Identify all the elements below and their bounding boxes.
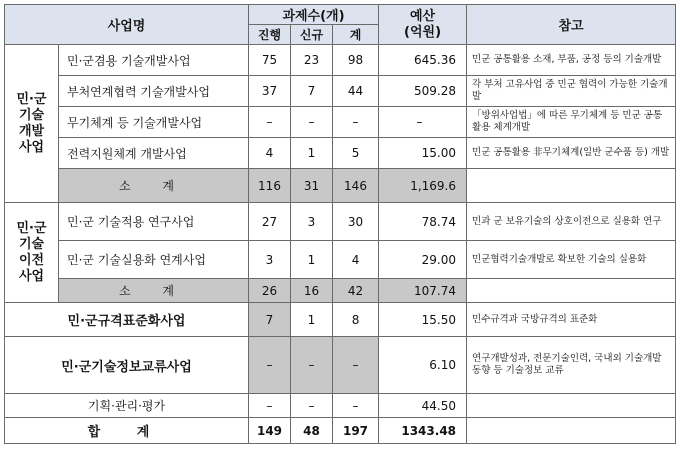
grand-total-total: 197: [333, 418, 379, 444]
category-tech-transfer: [5, 203, 59, 303]
subtotal-budget: 107.74: [379, 279, 467, 303]
table-row: [5, 337, 676, 394]
subtotal-label: 소 계: [59, 279, 249, 303]
row-new: 3: [291, 203, 333, 241]
row-budget: 509.28: [379, 76, 467, 107]
row-budget: 78.74: [379, 203, 467, 241]
planning-new: –: [291, 394, 333, 418]
grand-total-row: [5, 418, 676, 444]
row-note: 민과 군 보유기술의 상호이전으로 실용화 연구: [467, 203, 676, 241]
planning-note: [467, 394, 676, 418]
row-name: 부처연계협력 기술개발사업: [59, 76, 249, 107]
subtotal-note: [467, 279, 676, 303]
subtotal-progress: 116: [249, 169, 291, 203]
row-budget: –: [379, 107, 467, 138]
info-exchange-note: 연구개발성과, 전문기술인력, 국내외 기술개발 동향 등 기술정보 교류: [467, 337, 676, 394]
info-exchange-progress: –: [249, 337, 291, 394]
subtotal-progress: 26: [249, 279, 291, 303]
info-exchange-budget: 6.10: [379, 337, 467, 394]
category-label: 민·군기술이전사업: [16, 220, 47, 284]
row-total: 98: [333, 45, 379, 76]
planning-total: –: [333, 394, 379, 418]
table-row: [5, 76, 676, 107]
header-new: 신규: [291, 25, 333, 45]
header-budget: [379, 5, 467, 45]
header-task-count: 과제수(개): [249, 5, 379, 25]
row-budget: 15.00: [379, 138, 467, 169]
grand-total-budget: 1343.48: [379, 418, 467, 444]
row-name: 민·군 기술적용 연구사업: [59, 203, 249, 241]
table-row: [5, 303, 676, 337]
table-row: [5, 394, 676, 418]
row-progress: 4: [249, 138, 291, 169]
subtotal-row: [5, 279, 676, 303]
row-progress: 27: [249, 203, 291, 241]
grand-total-label: 합 계: [5, 418, 249, 444]
standards-total: 8: [333, 303, 379, 337]
row-progress: 37: [249, 76, 291, 107]
row-note: 민군 공통활용 소재, 부품, 공정 등의 기술개발: [467, 45, 676, 76]
row-name: 민·군 기술실용화 연계사업: [59, 241, 249, 279]
row-budget: 29.00: [379, 241, 467, 279]
planning-name: 기획·관리·평가: [5, 394, 249, 418]
header-total: 계: [333, 25, 379, 45]
row-new: 1: [291, 241, 333, 279]
row-name: 민·군겸용 기술개발사업: [59, 45, 249, 76]
planning-progress: –: [249, 394, 291, 418]
subtotal-budget: 1,169.6: [379, 169, 467, 203]
standards-note: 민수규격과 국방규격의 표준화: [467, 303, 676, 337]
subtotal-new: 16: [291, 279, 333, 303]
row-total: 30: [333, 203, 379, 241]
table-row: [5, 107, 676, 138]
row-progress: 75: [249, 45, 291, 76]
row-total: 5: [333, 138, 379, 169]
subtotal-row: [5, 169, 676, 203]
header-note: 참고: [467, 5, 676, 45]
row-progress: –: [249, 107, 291, 138]
budget-table: [4, 4, 676, 444]
standards-progress: 7: [249, 303, 291, 337]
row-name: 전력지원체계 개발사업: [59, 138, 249, 169]
header-budget-label: 예산: [409, 8, 436, 24]
header-budget-unit: (억원): [404, 24, 442, 40]
table-row: [5, 241, 676, 279]
standards-name: 민·군규격표준화사업: [5, 303, 249, 337]
row-total: –: [333, 107, 379, 138]
row-note: 각 부처 고유사업 중 민군 협력이 가능한 기술개발: [467, 76, 676, 107]
table-row: [5, 45, 676, 76]
row-budget: 645.36: [379, 45, 467, 76]
row-note: 민군 공통활용 非무기체계(일반 군수품 등) 개발: [467, 138, 676, 169]
row-new: 23: [291, 45, 333, 76]
standards-new: 1: [291, 303, 333, 337]
subtotal-new: 31: [291, 169, 333, 203]
subtotal-total: 146: [333, 169, 379, 203]
grand-total-new: 48: [291, 418, 333, 444]
table-row: [5, 138, 676, 169]
table-row: [5, 203, 676, 241]
row-note: 민군협력기술개발로 확보한 기술의 실용화: [467, 241, 676, 279]
row-new: 7: [291, 76, 333, 107]
info-exchange-total: –: [333, 337, 379, 394]
planning-budget: 44.50: [379, 394, 467, 418]
row-note: 「방위사업법」에 따른 무기체계 등 민군 공통 활용 체계개발: [467, 107, 676, 138]
info-exchange-new: –: [291, 337, 333, 394]
row-new: 1: [291, 138, 333, 169]
header-project-name: 사업명: [5, 5, 249, 45]
subtotal-label: 소 계: [59, 169, 249, 203]
info-exchange-name: 민·군기술정보교류사업: [5, 337, 249, 394]
standards-budget: 15.50: [379, 303, 467, 337]
category-label: 민·군기술개발사업: [16, 91, 47, 155]
grand-total-note: [467, 418, 676, 444]
subtotal-total: 42: [333, 279, 379, 303]
subtotal-note: [467, 169, 676, 203]
row-progress: 3: [249, 241, 291, 279]
category-tech-dev: [5, 45, 59, 203]
grand-total-progress: 149: [249, 418, 291, 444]
row-total: 4: [333, 241, 379, 279]
row-new: –: [291, 107, 333, 138]
header-progress: 진행: [249, 25, 291, 45]
row-name: 무기체계 등 기술개발사업: [59, 107, 249, 138]
row-total: 44: [333, 76, 379, 107]
